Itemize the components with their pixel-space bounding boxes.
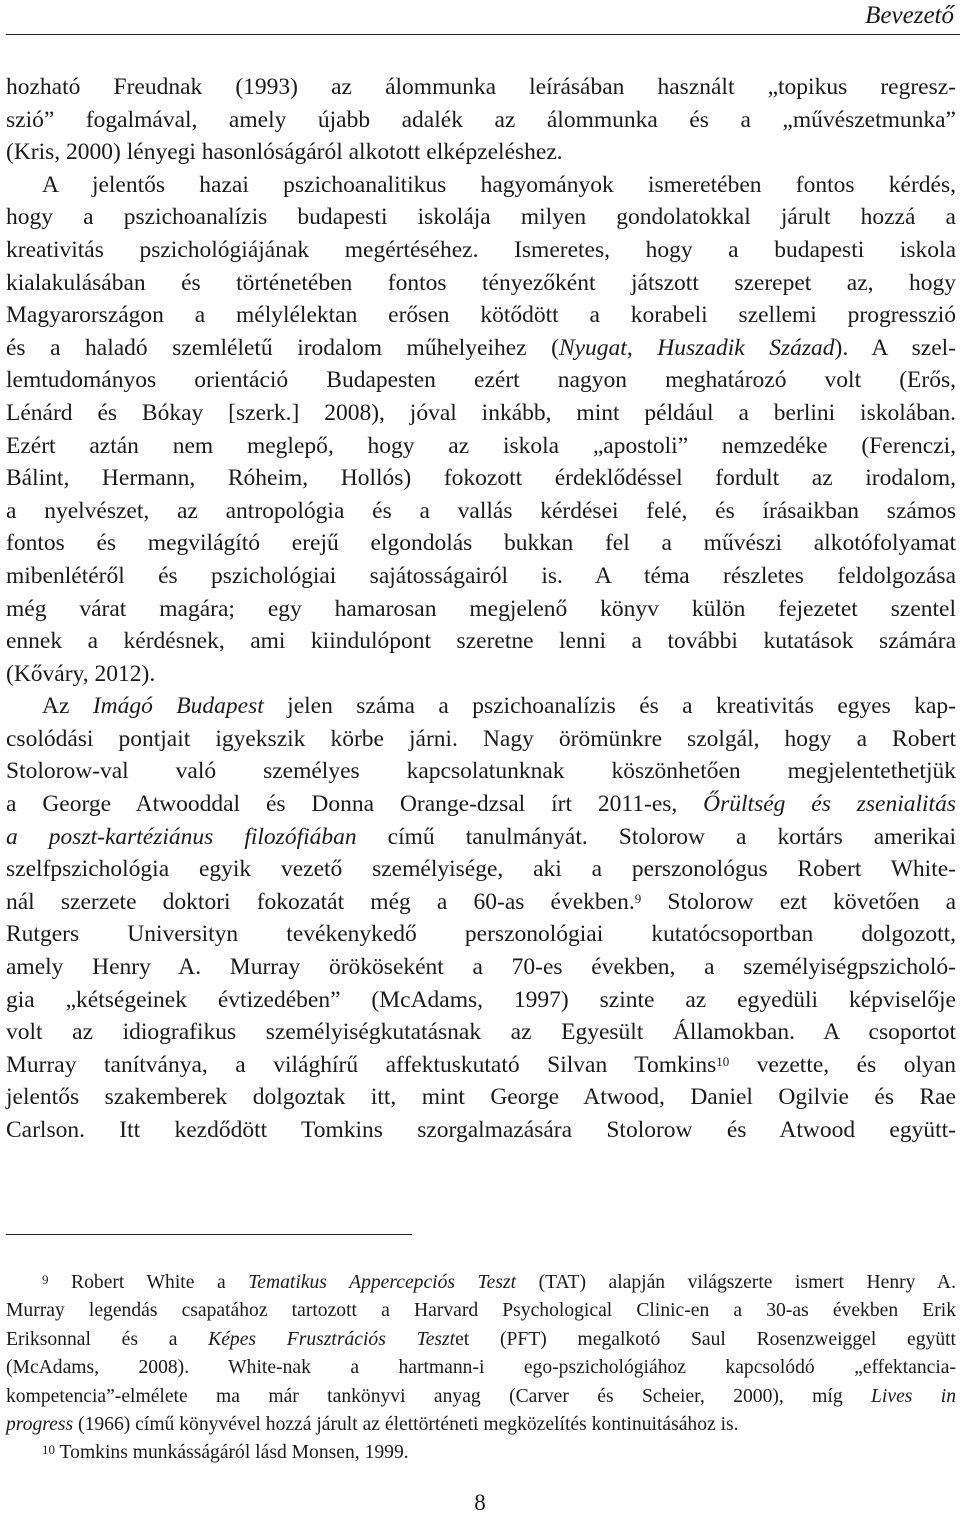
text-line: A jelentős hazai pszichoanalitikus hagyományok ismeretében fontos kérdés,	[42, 171, 956, 198]
text-run: kompetencia”-elmélete ma már tankönyvi anyag (Carver és Scheier, 2000), míg	[6, 1385, 872, 1407]
footnotes	[6, 1269, 956, 1468]
footnote-ref-10[interactable]: 10	[716, 1053, 730, 1069]
running-head: Bevezető	[865, 2, 954, 29]
text-line	[6, 886, 956, 919]
journal-title-imago: Imágó Budapest	[92, 693, 264, 720]
text-line: fontos és megvilágító erejű elgondolás bukkan fel a művészi alkotófolyamat	[6, 530, 956, 557]
text-line: Bálint, Hermann, Róheim, Hollós) fokozott érdeklődéssel fordult az irodalom,	[6, 465, 956, 492]
text-line: hogy a pszichoanalízis budapesti iskolája milyen gondolatokkal járult hozzá a	[6, 204, 956, 231]
text-run: jelen száma a pszichoanalízis és a kreativitás egyes kap-	[263, 693, 956, 720]
text-run: a George Atwooddal és Donna Orange-dzsal írt 2011-es,	[6, 791, 704, 818]
text-line: gia „kétségeinek évtizedében” (McAdams, 1997) szinte az egyedüli képviselője	[6, 986, 956, 1013]
text-line: Stolorow-val való személyes kapcsolatunknak köszönhetően megjelentethetjük	[6, 758, 956, 785]
test-name-tat: Tematikus Appercepciós Teszt	[248, 1272, 517, 1293]
text-run: és a haladó szemléletű irodalom műhelyeihez (	[6, 334, 559, 361]
text-line	[6, 690, 956, 723]
text-line: kialakulásában és történetében fontos tényezőként játszott szerepet az, hogy	[6, 269, 956, 296]
text-run: vezette, és olyan	[729, 1051, 956, 1078]
text-run: ). A szel-	[834, 334, 956, 361]
paragraph-2	[6, 169, 956, 691]
text-line: kreativitás pszichológiájának megértéséhez. Ismeretes, hogy a budapesti iskola	[6, 236, 956, 263]
page-number: 8	[474, 1490, 486, 1515]
paragraph-1	[6, 71, 956, 169]
text-run: Eriksonnal és a	[6, 1328, 209, 1350]
text-run: című tanulmányát. Stolorow a kortárs amerikai	[356, 823, 956, 850]
text-line: hozható Freudnak (1993) az álommunka leírásában használt „topikus regresz-	[6, 74, 956, 100]
text-run: Az	[42, 693, 93, 720]
text-run: Stolorow ezt követően a	[641, 888, 956, 915]
text-line: (Kris, 2000) lényegi hasonlóságáról alkotott elképzeléshez.	[6, 139, 563, 166]
journal-title-nyugat: Nyugat	[558, 334, 627, 361]
text-line: szió” fogalmával, amely újabb adalék az álommunka és a „művészetmunka”	[6, 106, 956, 133]
text-run: ,	[626, 334, 658, 361]
text-line	[6, 788, 956, 821]
text-run: Tomkins munkásságáról lásd Monsen, 1999.	[55, 1442, 409, 1464]
text-line: Carlson. Itt kezdődött Tomkins szorgalmazására Stolorow és Atwood együtt-	[6, 1117, 956, 1143]
footnote-10	[6, 1439, 956, 1467]
text-line: a nyelvészet, az antropológia és a vallás kérdései felé, és írásaikban számos	[6, 497, 956, 524]
text-line: lemtudományos orientáció Budapesten ezért nagyon meghatározó volt (Erős,	[6, 367, 956, 394]
footnote-rule	[6, 1234, 412, 1235]
text-line	[6, 1049, 956, 1082]
text-line	[6, 821, 956, 854]
footnote-9	[6, 1269, 956, 1439]
text-line	[6, 1411, 956, 1439]
paragraph-3	[6, 690, 956, 1146]
test-name-pft: Képes Frusztrációs Teszt	[208, 1328, 456, 1350]
text-line: jelentős szakemberek dolgoztak itt, mint George Atwood, Daniel Ogilvie és Rae	[6, 1084, 956, 1111]
text-line: Magyarországon a mélylélektan erősen kötődött a korabeli szellemi progresszió	[6, 302, 956, 329]
text-run: nál szerzete doktori fokozatát még a 60-as években.	[6, 888, 635, 915]
book-title-cont: progress	[6, 1414, 74, 1436]
footnote-ref-9[interactable]: 9	[634, 890, 642, 906]
text-line	[6, 1269, 956, 1297]
book-title: Lives in	[871, 1385, 956, 1407]
text-run: Murray tanítványa, a világhírű affektuskutató Silvan Tomkins	[6, 1051, 717, 1078]
footnote-marker-10: 10	[42, 1442, 55, 1458]
header-rule	[6, 34, 960, 35]
journal-title-huszadik-szazad: Huszadik Század	[657, 334, 835, 361]
text-line: ennek a kérdésnek, ami kiindulópont szeretne lenni a további kutatások számára	[6, 628, 956, 655]
body-text	[6, 71, 956, 1147]
text-line: amely Henry A. Murray örököseként a 70-es években, a személyiségpszicholó-	[6, 954, 956, 981]
text-run: (1966) című könyvével hozzá járult az élettörténeti megközelítés kontinuitásához is.	[73, 1414, 739, 1436]
text-line: mibenlétéről és pszichológiai sajátosságairól is. A téma részletes feldolgozása	[6, 562, 956, 589]
text-run: Robert White a	[48, 1272, 249, 1293]
article-title: Őrültség és zsenialitás	[703, 791, 956, 818]
text-line	[6, 332, 956, 365]
text-line: Lénárd és Bókay [szerk.] 2008), jóval inkább, mint például a berlini iskolában.	[6, 399, 956, 426]
text-run: (TAT) alapján világszerte ismert Henry A.	[516, 1272, 956, 1293]
text-line: Rutgers Universityn tevékenykedő perszonológiai kutatócsoportban dolgozott,	[6, 921, 956, 948]
text-line: (McAdams, 2008). White-nak a hartmann-i ego-pszichológiához kapcsolódó „effektancia-	[6, 1357, 956, 1379]
text-line: Ezért aztán nem meglepő, hogy az iskola „apostoli” nemzedéke (Ferenczi,	[6, 432, 956, 459]
text-run: et (PFT) megalkotó Saul Rosenzweiggel együtt	[455, 1328, 956, 1350]
article-title-cont: a poszt-kartéziánus filozófiában	[6, 823, 357, 850]
text-line: (Kőváry, 2012).	[6, 660, 156, 687]
text-line	[6, 1439, 956, 1467]
text-line: szelfpszichológia egyik vezető személyisége, aki a perszonológus Robert White-	[6, 856, 956, 883]
text-line: csolódási pontjait igyekszik körbe járni. Nagy örömünkre szolgál, hogy a Robert	[6, 725, 956, 752]
text-line: Murray legendás csapatához tartozott a Harvard Psychological Clinic-en a 30-as években Erik	[6, 1300, 956, 1322]
text-line: még várat magára; egy hamarosan megjelenő könyv külön fejezetet szentel	[6, 595, 956, 622]
text-line	[6, 1383, 956, 1411]
footnote-marker-9: 9	[42, 1272, 49, 1287]
text-line: volt az idiografikus személyiségkutatásnak az Egyesült Államokban. A csoportot	[6, 1019, 956, 1046]
text-line	[6, 1326, 956, 1354]
